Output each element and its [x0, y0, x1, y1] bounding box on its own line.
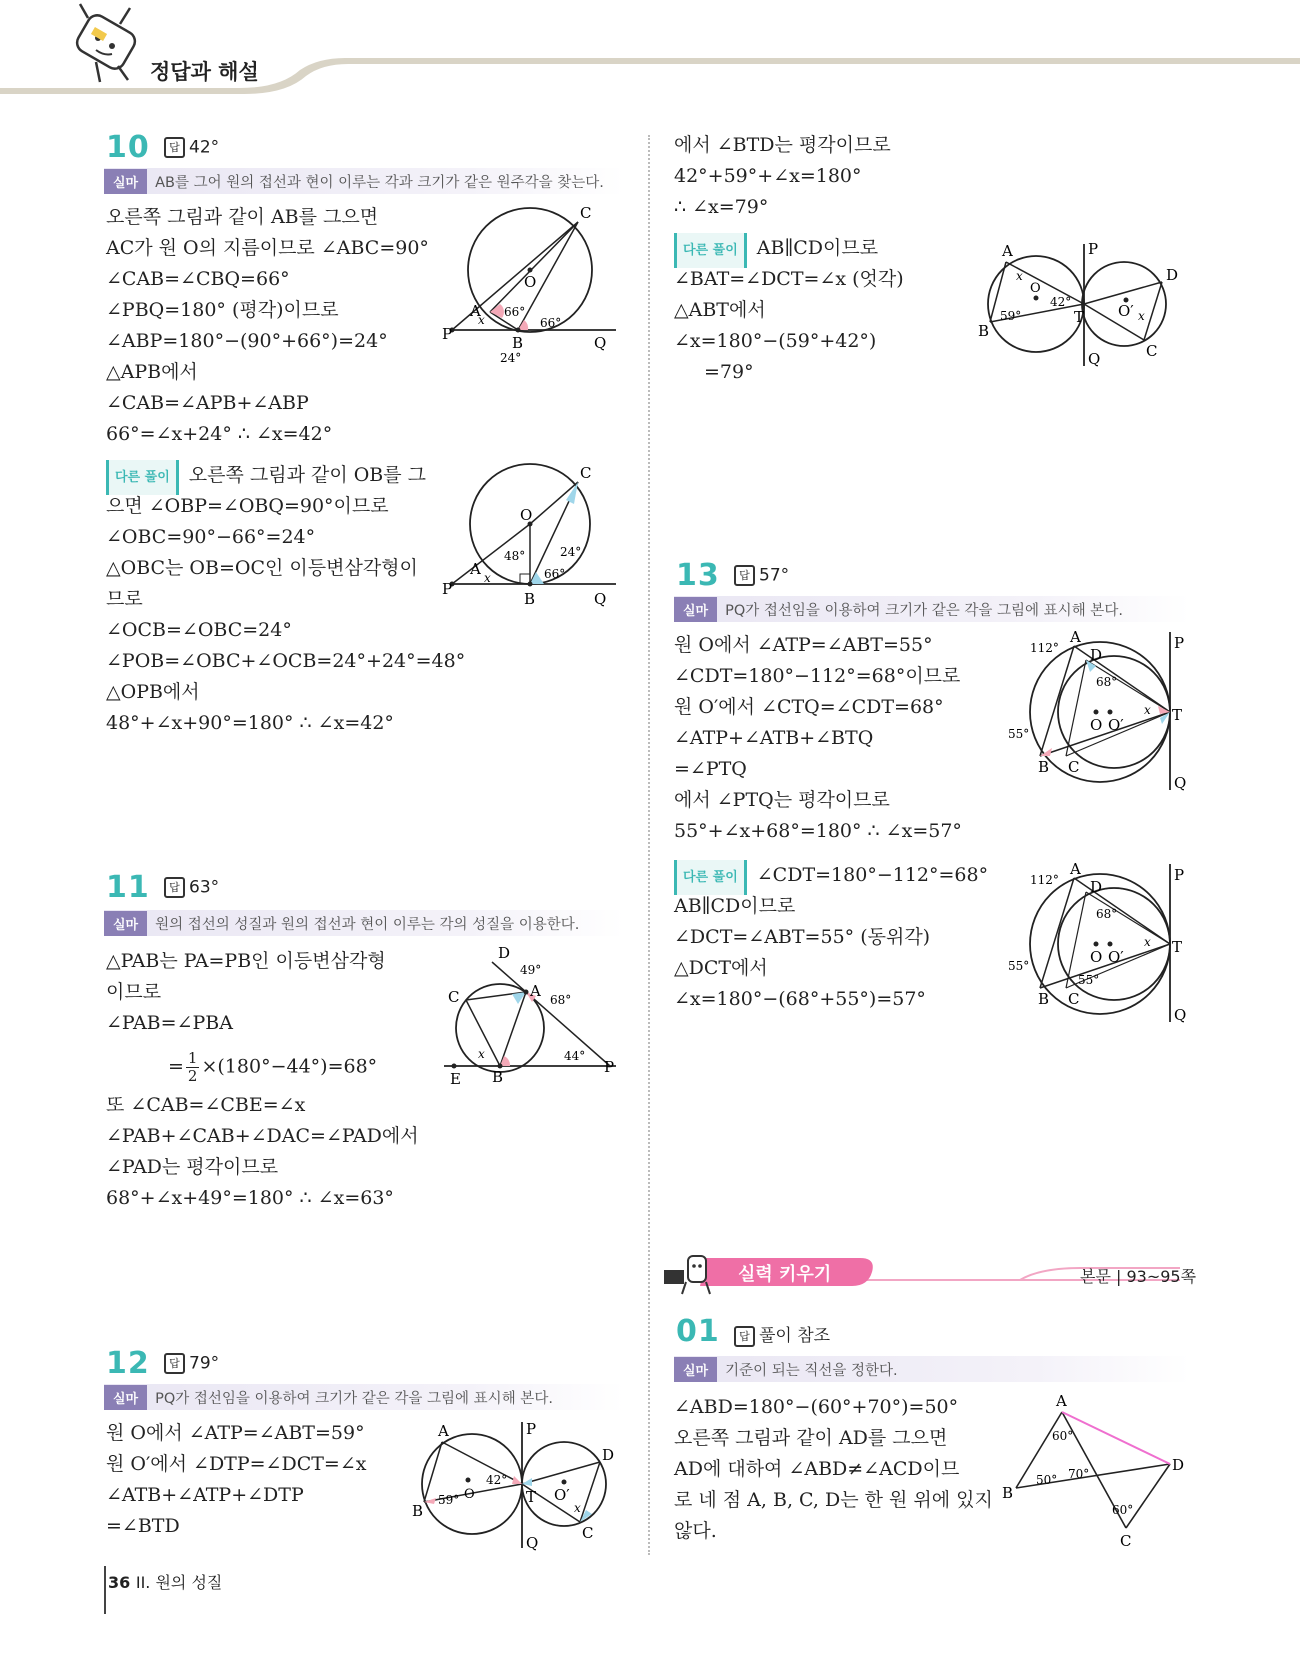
svg-text:x: x: [478, 1047, 485, 1061]
svg-text:T: T: [1074, 308, 1085, 326]
svg-text:55°: 55°: [1008, 959, 1030, 973]
svg-text:O: O: [1090, 948, 1103, 966]
svg-text:T: T: [526, 1488, 537, 1506]
svg-text:68°: 68°: [1096, 675, 1118, 689]
problem-13-number: 13: [676, 558, 720, 593]
svg-text:x: x: [1144, 935, 1151, 949]
chapter-title: II. 원의 성질: [135, 1573, 223, 1592]
problem-10-number: 10: [106, 130, 150, 165]
svg-text:P: P: [1174, 634, 1185, 652]
svg-text:66°: 66°: [504, 305, 526, 319]
svg-text:48°: 48°: [504, 549, 526, 563]
svg-text:A: A: [1070, 860, 1081, 878]
header-title: 정답과 해설: [150, 60, 259, 84]
svg-text:C: C: [1068, 990, 1080, 1008]
svg-text:A: A: [1002, 242, 1013, 260]
svg-text:24°: 24°: [560, 545, 582, 559]
answer-icon: 답: [164, 1353, 185, 1374]
svg-text:x: x: [484, 571, 491, 585]
svg-text:42°: 42°: [486, 1473, 508, 1487]
svg-text:A: A: [438, 1422, 449, 1440]
svg-text:66°: 66°: [544, 567, 566, 581]
problem-11-figure: [440, 944, 626, 1088]
svg-text:50°: 50°: [1036, 1473, 1058, 1487]
svg-text:O′: O′: [554, 1486, 570, 1504]
problem-11-number: 11: [106, 870, 150, 905]
svg-text:x: x: [1144, 703, 1151, 717]
svg-text:60°: 60°: [1052, 1429, 1074, 1443]
svg-text:T: T: [1172, 706, 1183, 724]
svg-text:55°: 55°: [1078, 973, 1100, 987]
svg-text:O′: O′: [1108, 948, 1124, 966]
svg-text:x: x: [1016, 269, 1023, 283]
svg-text:B: B: [1002, 1484, 1014, 1502]
problem-12-figure: [414, 1418, 620, 1552]
problem-10-hint: 실마 AB를 그어 원의 접선과 현이 이루는 각과 크기가 같은 원주각을 찾는다.: [104, 168, 624, 194]
svg-text:A: A: [470, 560, 481, 578]
svg-text:C: C: [448, 988, 460, 1006]
svg-text:O′: O′: [1118, 302, 1134, 320]
problem-13-figure-2: [1010, 862, 1190, 1024]
problem-12-answer: 답 79°: [164, 1353, 219, 1374]
svg-text:A: A: [530, 982, 541, 1000]
svg-text:68°: 68°: [550, 993, 572, 1007]
problem-12-number: 12: [106, 1346, 150, 1381]
problem-11-answer: 답 63°: [164, 877, 219, 898]
svg-text:O′: O′: [1108, 716, 1124, 734]
problem-10-figure-1: [442, 200, 618, 370]
svg-text:T: T: [1172, 938, 1183, 956]
svg-text:O: O: [524, 273, 537, 291]
svg-text:P: P: [1174, 866, 1185, 884]
svg-text:60°: 60°: [1112, 1503, 1134, 1517]
svg-text:x: x: [1138, 309, 1145, 323]
svg-text:44°: 44°: [564, 1049, 586, 1063]
problem-12-hint: 실마 PQ가 접선임을 이용하여 크기가 같은 각을 그림에 표시해 본다.: [104, 1384, 624, 1410]
svg-text:112°: 112°: [1030, 873, 1059, 887]
svg-text:B: B: [978, 322, 990, 340]
answer-icon: 답: [164, 137, 185, 158]
problem-13-answer: 답 57°: [734, 565, 789, 586]
skill-section-pages: 본문 | 93~95쪽: [1080, 1267, 1197, 1286]
svg-text:Q: Q: [1174, 774, 1187, 792]
svg-text:68°: 68°: [1096, 907, 1118, 921]
problem-10-answer: 답 42°: [164, 137, 219, 158]
svg-text:A: A: [1070, 628, 1081, 646]
svg-text:55°: 55°: [1008, 727, 1030, 741]
svg-text:C: C: [580, 204, 592, 222]
svg-text:49°: 49°: [520, 963, 542, 977]
skill-01-hint: 실마 기준이 되는 직선을 정한다.: [674, 1356, 1190, 1382]
svg-text:B: B: [1038, 990, 1050, 1008]
problem-11-hint: 실마 원의 접선의 성질과 원의 접선과 현이 이루는 각의 성질을 이용한다.: [104, 910, 624, 936]
svg-text:24°: 24°: [500, 351, 522, 365]
svg-text:D: D: [1166, 266, 1179, 284]
svg-text:O: O: [520, 506, 533, 524]
problem-13-hint: 실마 PQ가 접선임을 이용하여 크기가 같은 각을 그림에 표시해 본다.: [674, 596, 1190, 622]
svg-text:C: C: [580, 464, 592, 482]
svg-text:B: B: [512, 334, 524, 352]
svg-text:70°: 70°: [1068, 1467, 1090, 1481]
svg-text:C: C: [1146, 342, 1158, 360]
svg-text:C: C: [1068, 758, 1080, 776]
svg-text:Q: Q: [594, 334, 607, 352]
svg-text:Q: Q: [594, 590, 607, 608]
answer-icon: 답: [734, 1326, 755, 1347]
svg-text:P: P: [526, 1420, 537, 1438]
problem-12-alt-figure: [980, 240, 1180, 370]
mascot-icon: [664, 1256, 710, 1294]
svg-text:D: D: [1090, 646, 1103, 664]
svg-text:A: A: [470, 302, 481, 320]
problem-10-figure-2: [442, 460, 618, 610]
svg-text:B: B: [412, 1502, 424, 1520]
svg-text:A: A: [1056, 1392, 1067, 1410]
svg-text:O: O: [1030, 281, 1041, 296]
svg-text:P: P: [442, 325, 453, 343]
svg-text:D: D: [498, 944, 511, 962]
svg-text:B: B: [524, 590, 536, 608]
svg-text:59°: 59°: [1000, 309, 1022, 323]
svg-text:Q: Q: [1088, 350, 1101, 368]
footer: [108, 1570, 222, 1593]
page-number: 36: [108, 1573, 131, 1592]
mascot-icon: [73, 4, 138, 82]
problem-13-figure-1: [1010, 630, 1190, 792]
svg-text:59°: 59°: [438, 1493, 460, 1507]
svg-text:C: C: [582, 1524, 594, 1542]
svg-text:x: x: [574, 1501, 581, 1515]
answer-icon: 답: [164, 877, 185, 898]
svg-text:O: O: [1090, 716, 1103, 734]
svg-text:Q: Q: [526, 1534, 539, 1552]
skill-01-number: 01: [676, 1314, 720, 1349]
svg-text:42°: 42°: [1050, 295, 1072, 309]
svg-text:B: B: [492, 1068, 504, 1086]
svg-text:C: C: [1120, 1532, 1132, 1550]
svg-text:66°: 66°: [540, 316, 562, 330]
skill-section-title: 실력 키우기: [738, 1264, 832, 1285]
svg-text:E: E: [450, 1070, 461, 1088]
svg-text:D: D: [1172, 1456, 1185, 1474]
answer-icon: 답: [734, 565, 755, 586]
skill-01-figure: [1002, 1392, 1192, 1552]
skill-01-answer: 답 풀이 참조: [734, 1321, 830, 1347]
svg-text:P: P: [442, 580, 453, 598]
svg-text:Q: Q: [1174, 1006, 1187, 1024]
svg-text:P: P: [1088, 240, 1099, 258]
svg-text:B: B: [1038, 758, 1050, 776]
column-divider: [648, 135, 650, 1555]
svg-text:P: P: [604, 1058, 615, 1076]
svg-text:D: D: [1090, 878, 1103, 896]
svg-text:x: x: [478, 313, 485, 327]
svg-text:D: D: [602, 1446, 615, 1464]
svg-text:O: O: [464, 1487, 475, 1502]
footer-bar: [104, 1566, 106, 1614]
svg-text:112°: 112°: [1030, 641, 1059, 655]
